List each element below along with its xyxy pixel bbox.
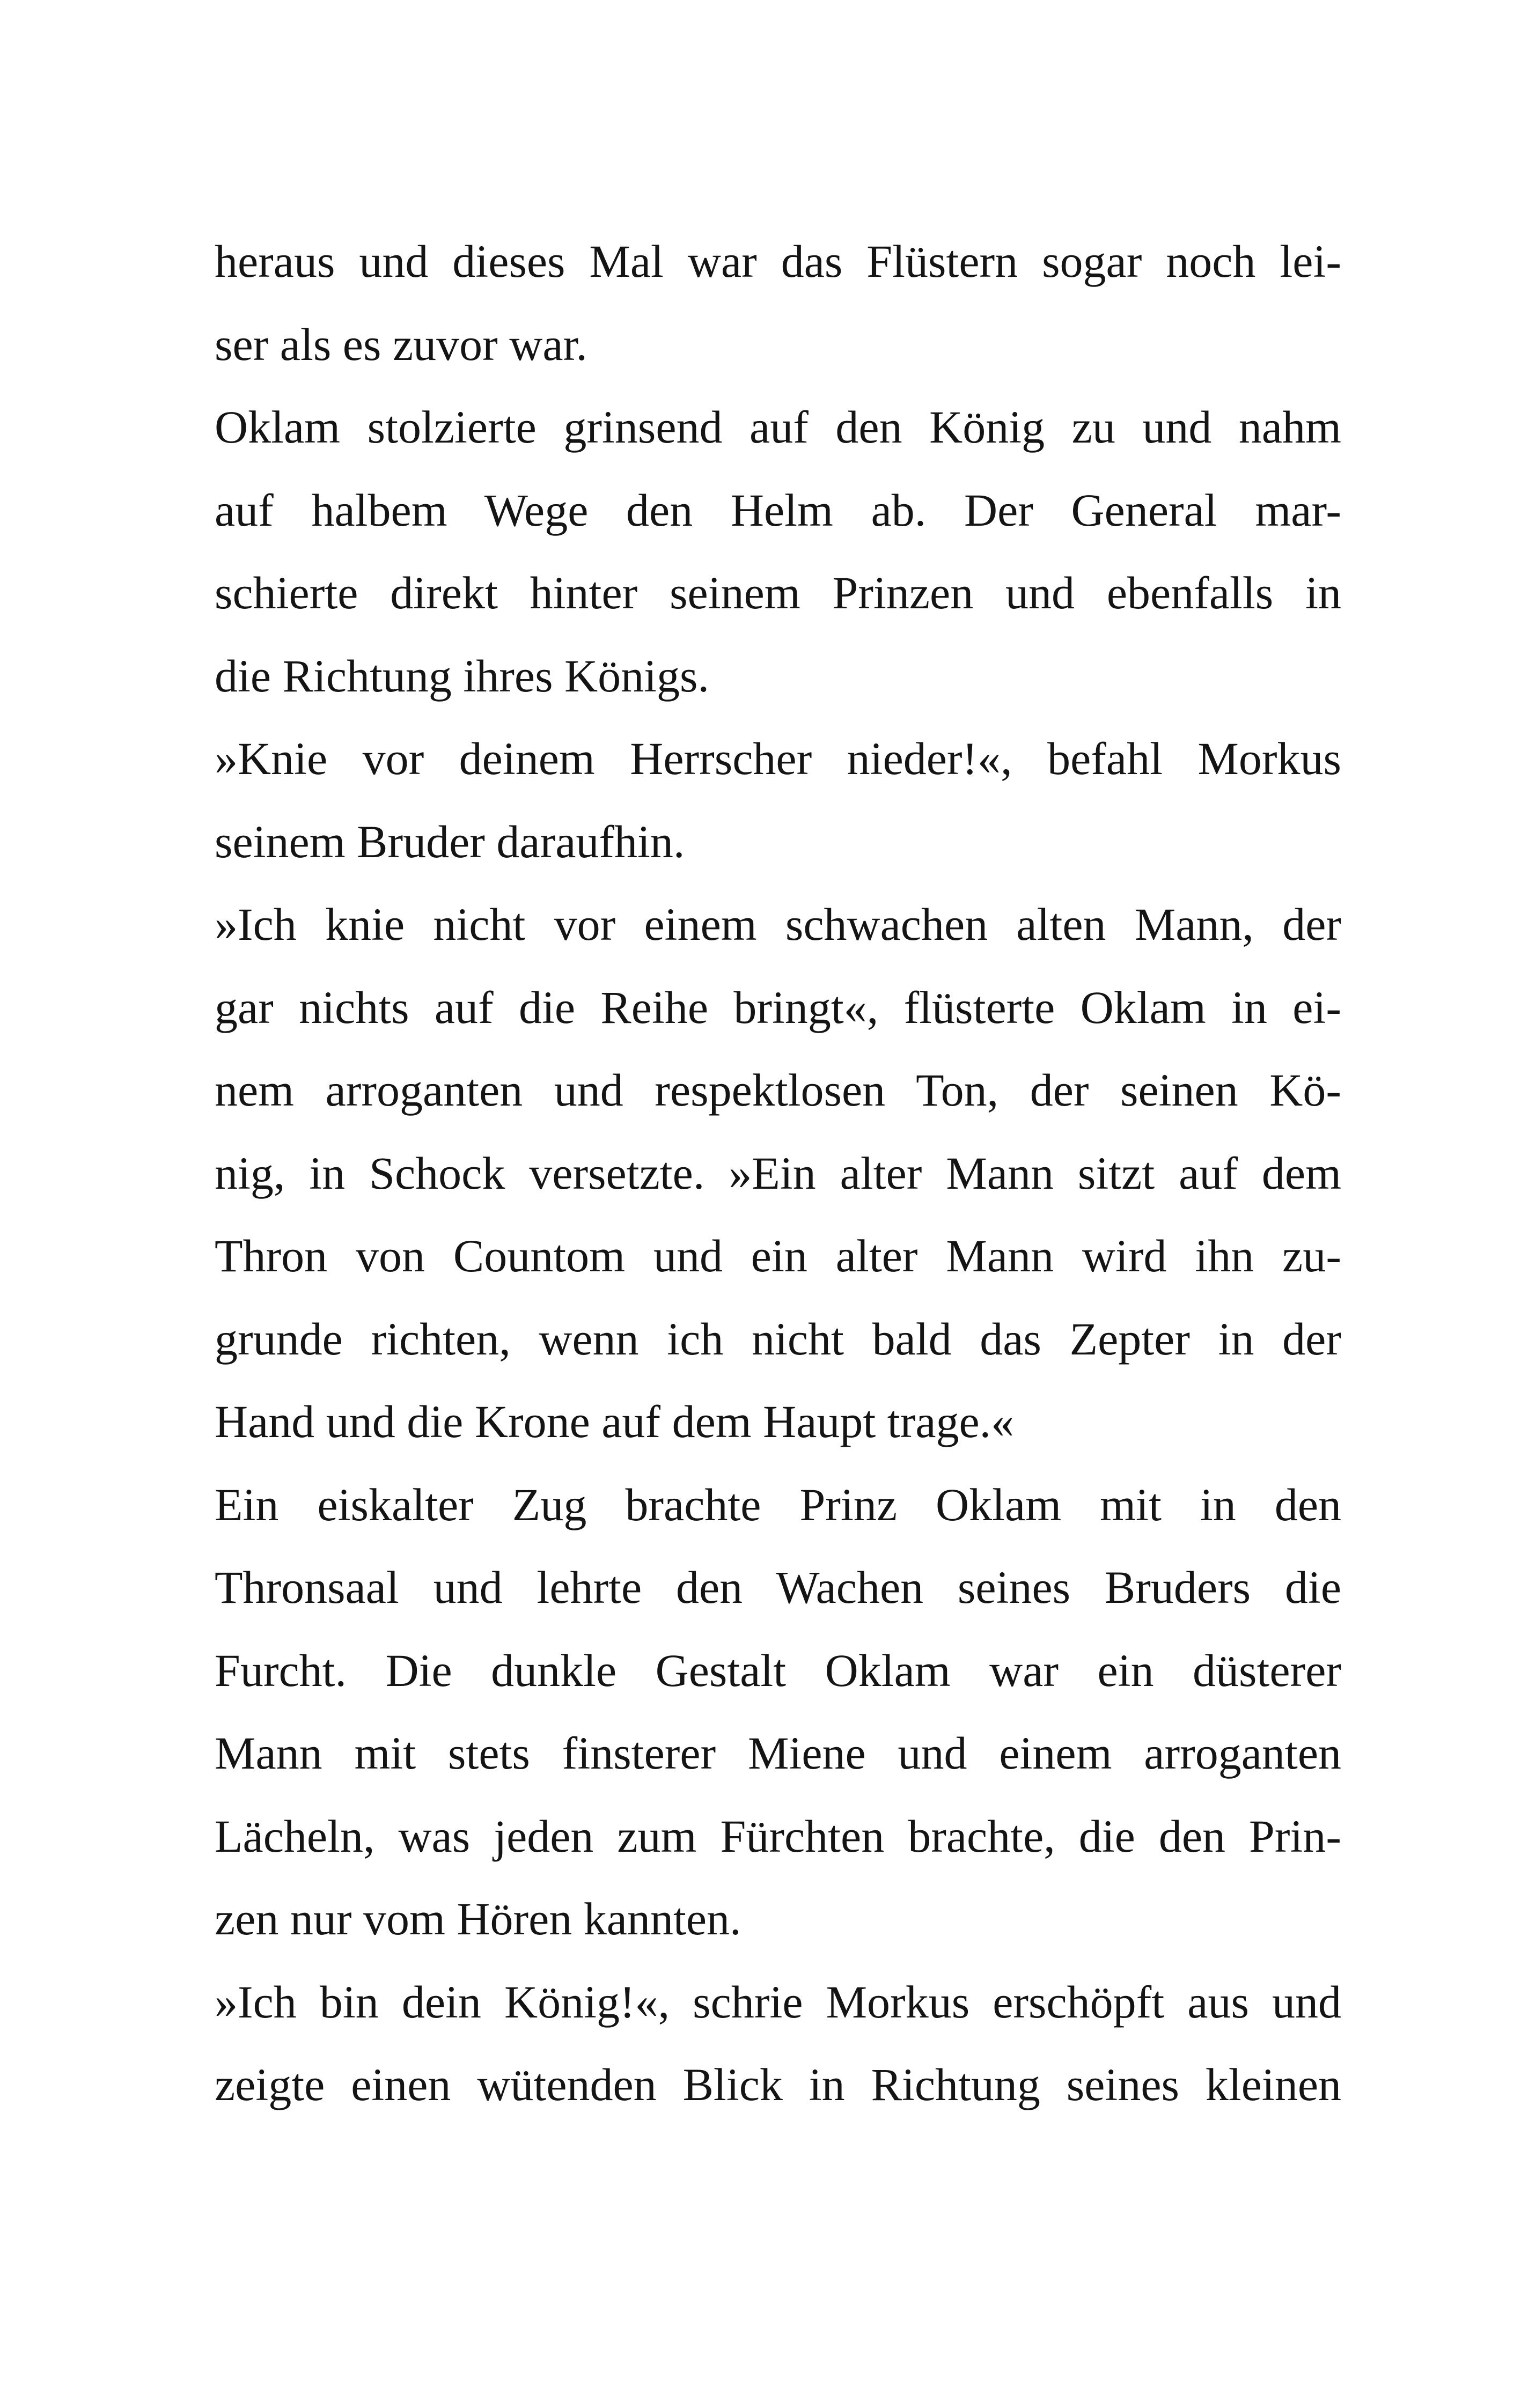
text-line: »Ich bin dein König!«, schrie Morkus erschöpft aus und xyxy=(215,1976,1341,2028)
text-line: »Ich knie nicht vor einem schwachen alten Mann, der xyxy=(215,899,1341,950)
text-line: Hand und die Krone auf dem Haupt trage.« xyxy=(215,1396,1015,1447)
text-line: ser als es zuvor war. xyxy=(215,318,587,370)
text-line: grunde richten, wenn ich nicht bald das Zepter in der xyxy=(215,1313,1341,1365)
text-line: seinem Bruder daraufhin. xyxy=(215,815,685,867)
text-line: »Knie vor deinem Herrscher nieder!«, befahl Morkus xyxy=(215,733,1341,784)
text-line: gar nichts auf die Reihe bringt«, flüsterte Oklam in ei- xyxy=(215,981,1341,1033)
text-line: Oklam stolzierte grinsend auf den König zu und nahm xyxy=(215,401,1341,453)
text-line: nem arroganten und respektlosen Ton, der seinen Kö- xyxy=(215,1064,1341,1116)
text-line: Thronsaal und lehrte den Wachen seines Bruders die xyxy=(215,1562,1341,1613)
text-line: schierte direkt hinter seinem Prinzen und ebenfalls in xyxy=(215,567,1341,618)
text-line: die Richtung ihres Königs. xyxy=(215,650,710,702)
text-line: heraus und dieses Mal war das Flüstern sogar noch lei- xyxy=(215,235,1341,287)
text-line: nig, in Schock versetzte. »Ein alter Mann sitzt auf dem xyxy=(215,1147,1341,1199)
text-line: zeigte einen wütenden Blick in Richtung seines kleinen xyxy=(215,2059,1341,2110)
text-line: zen nur vom Hören kannten. xyxy=(215,1893,741,1945)
text-line: Lächeln, was jeden zum Fürchten brachte, die den Prin- xyxy=(215,1810,1341,1862)
body-text xyxy=(215,220,1341,2126)
text-line: Thron von Countom und ein alter Mann wird ihn zu- xyxy=(215,1230,1341,1282)
text-line: auf halbem Wege den Helm ab. Der General mar- xyxy=(215,484,1341,536)
text-line: Ein eiskalter Zug brachte Prinz Oklam mit in den xyxy=(215,1478,1341,1530)
text-line: Furcht. Die dunkle Gestalt Oklam war ein düsterer xyxy=(215,1644,1341,1696)
text-line: Mann mit stets finsterer Miene und einem arroganten xyxy=(215,1727,1341,1779)
